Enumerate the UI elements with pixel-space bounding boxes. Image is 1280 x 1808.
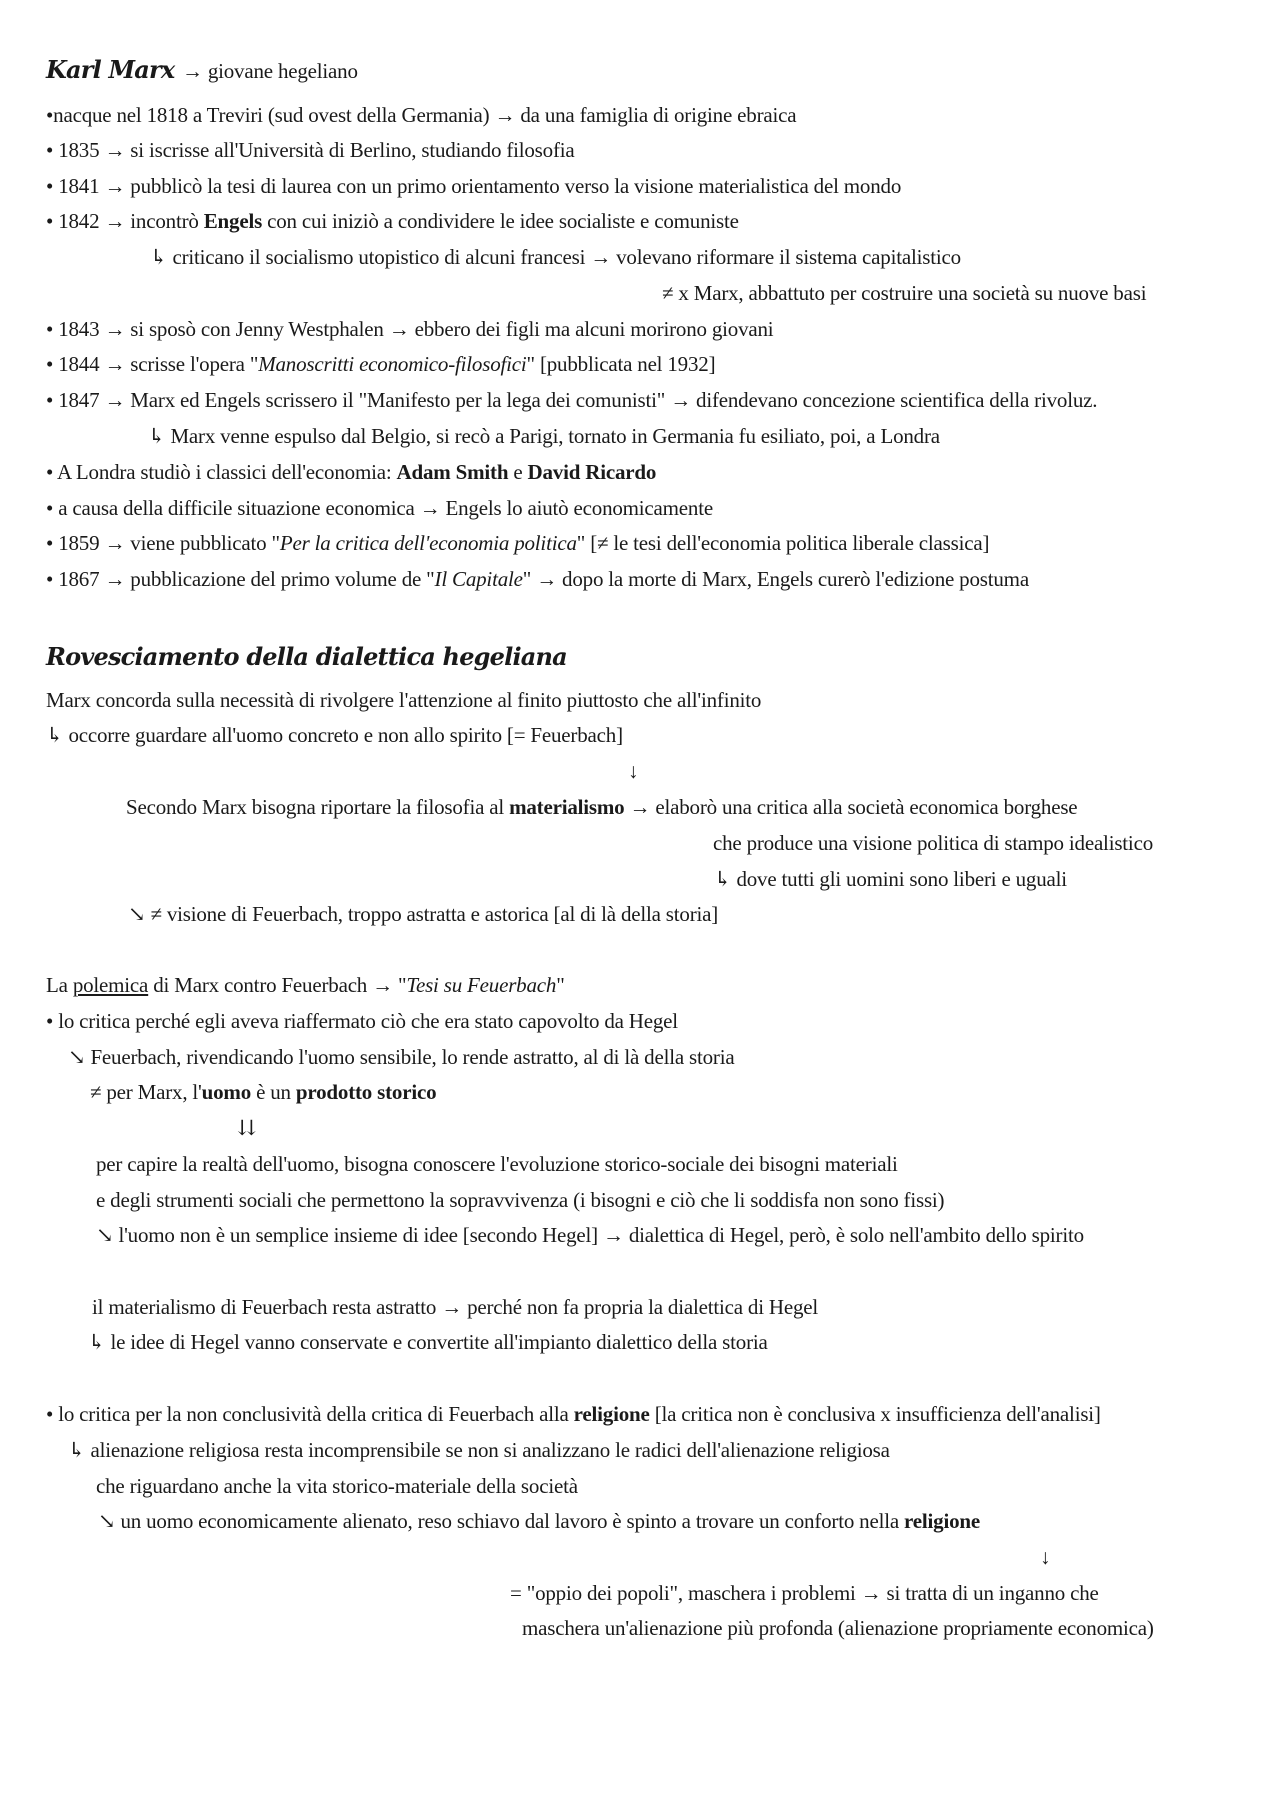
religion-line-1-a: • lo critica per la non conclusività della critica di Feuerbach alla [46,1402,574,1426]
bio-line-4 [46,207,739,235]
polemic-line-8: il materialismo di Feuerbach resta astratto → perché non fa propria la dialettica di Hegel [92,1295,819,1319]
bio-line-1: •nacque nel 1818 a Treviri (sud ovest della Germania) → da una famiglia di origine ebraica [46,103,797,127]
polemic-line-4-bold-2: prodotto storico [295,1080,437,1104]
section-heading-dialectic: Rovesciamento della dialettica hegeliana [46,642,567,671]
bio-line-9: • 1847 → Marx ed Engels scrissero il "Manifesto per la lega dei comunisti" → difendevano concezione scientifica della rivoluz. [46,388,1098,412]
polemic-line-4-bold-1: uomo [201,1080,252,1104]
dialectic-line-3-bold: materialismo [509,795,625,819]
polemic-underlined: polemica [72,973,149,997]
bio-line-13-a: • 1859 → viene pubblicato " [46,531,280,555]
polemic-line-9: ↳ le idee di Hegel vanno conservate e convertite all'impianto dialettico della storia [88,1330,768,1354]
bio-line-14-a: • 1867 → pubblicazione del primo volume de " [46,567,435,591]
bio-line-13-c: " [≠ le tesi dell'economia politica liberale classica] [576,531,990,555]
bio-line-14-italic: Il Capitale [434,567,523,591]
religion-arrow: ↓ [1040,1545,1051,1569]
religion-line-1 [46,1400,1101,1428]
polemic-line-1-e: " [556,973,565,997]
page-title [46,55,358,86]
dialectic-line-4: che produce una visione politica di stampo idealistico [713,831,1153,855]
bio-line-13-italic: Per la critica dell'economia politica [279,531,577,555]
polemic-line-1 [46,971,565,999]
religion-line-3: che riguardano anche la vita storico-materiale della società [96,1474,578,1498]
religion-line-1-bold: religione [573,1402,650,1426]
bio-line-11-bold-1: Adam Smith [396,460,509,484]
religion-line-1-c: [la critica non è conclusiva x insufficienza dell'analisi] [649,1402,1101,1426]
polemic-arrow: ⇊ [238,1116,256,1140]
religion-line-5: = "oppio dei popoli", maschera i problemi → si tratta di un inganno che [510,1581,1099,1605]
polemic-line-4 [90,1078,436,1106]
dialectic-line-2: ↳ occorre guardare all'uomo concreto e non allo spirito [= Feuerbach] [46,723,623,747]
bio-line-8-c: " [pubblicata nel 1932] [526,352,716,376]
polemic-line-1-italic: Tesi su Feuerbach [406,973,557,997]
bio-line-8 [46,350,715,378]
bio-line-6: ≠ x Marx, abbattuto per costruire una società su nuove basi [662,281,1147,305]
polemic-line-3: ↘ Feuerbach, rivendicando l'uomo sensibile, lo rende astratto, al di là della storia [68,1045,735,1069]
bio-line-4-a: • 1842 → incontrò [46,209,204,233]
bio-line-10: ↳ Marx venne espulso dal Belgio, si recò a Parigi, tornato in Germania fu esiliato, poi, a Londra [148,424,940,448]
bio-line-12: • a causa della difficile situazione economica → Engels lo aiutò economicamente [46,496,713,520]
bio-line-11 [46,458,656,486]
polemic-line-5: per capire la realtà dell'uomo, bisogna conoscere l'evoluzione storico-sociale dei bisogni materiali [96,1152,898,1176]
dialectic-line-5: ↳ dove tutti gli uomini sono liberi e uguali [714,867,1067,891]
title-heading: Karl Marx [46,55,175,84]
polemic-line-1-c: di Marx contro Feuerbach → " [148,973,407,997]
bio-line-11-bold-2: David Ricardo [527,460,657,484]
bio-line-11-c: e [508,460,528,484]
polemic-line-4-a: ≠ per Marx, l' [90,1080,202,1104]
polemic-line-1-a: La [46,973,73,997]
religion-line-4 [98,1507,980,1535]
polemic-line-2: • lo critica perché egli aveva riaffermato ciò che era stato capovolto da Hegel [46,1009,678,1033]
religion-line-4-bold: religione [904,1509,981,1533]
dialectic-line-3-a: Secondo Marx bisogna riportare la filosofia al [126,795,510,819]
bio-line-13 [46,529,989,557]
bio-line-3: • 1841 → pubblicò la tesi di laurea con un primo orientamento verso la visione materialistica del mondo [46,174,902,198]
bio-line-8-a: • 1844 → scrisse l'opera " [46,352,259,376]
dialectic-line-3 [126,793,1077,821]
polemic-line-7: ↘ l'uomo non è un semplice insieme di idee [secondo Hegel] → dialettica di Hegel, però, è solo nell'ambito dello spirito [96,1223,1084,1247]
bio-line-14-c: " → dopo la morte di Marx, Engels curerò l'edizione postuma [522,567,1029,591]
bio-line-7: • 1843 → si sposò con Jenny Westphalen → ebbero dei figli ma alcuni morirono giovani [46,317,774,341]
polemic-line-4-c: è un [251,1080,296,1104]
religion-line-4-a: ↘ un uomo economicamente alienato, reso schiavo dal lavoro è spinto a trovare un conforto nella [98,1509,905,1533]
bio-line-8-italic: Manoscritti economico-filosofici [258,352,527,376]
dialectic-line-3-c: → elaborò una critica alla società economica borghese [624,795,1078,819]
religion-line-2: ↳ alienazione religiosa resta incomprensibile se non si analizzano le radici dell'alienazione religiosa [68,1438,890,1462]
title-subtitle: → giovane hegeliano [181,59,358,83]
bio-line-2: • 1835 → si iscrisse all'Università di Berlino, studiando filosofia [46,138,575,162]
bio-line-4-bold: Engels [203,209,263,233]
polemic-line-6: e degli strumenti sociali che permettono la sopravvivenza (i bisogni e ciò che li soddisfa non sono fissi) [96,1188,945,1212]
bio-line-14 [46,565,1029,593]
bio-line-11-a: • A Londra studiò i classici dell'economia: [46,460,397,484]
bio-line-5: ↳ criticano il socialismo utopistico di alcuni francesi → volevano riformare il sistema capitalistico [150,245,961,269]
dialectic-line-1: Marx concorda sulla necessità di rivolgere l'attenzione al finito piuttosto che all'infinito [46,688,762,712]
dialectic-line-6: ↘ ≠ visione di Feuerbach, troppo astratta e astorica [al di là della storia] [128,902,719,926]
dialectic-arrow: ↓ [628,759,639,783]
bio-line-4-c: con cui iniziò a condividere le idee socialiste e comuniste [262,209,739,233]
religion-line-6: maschera un'alienazione più profonda (alienazione propriamente economica) [522,1616,1154,1640]
